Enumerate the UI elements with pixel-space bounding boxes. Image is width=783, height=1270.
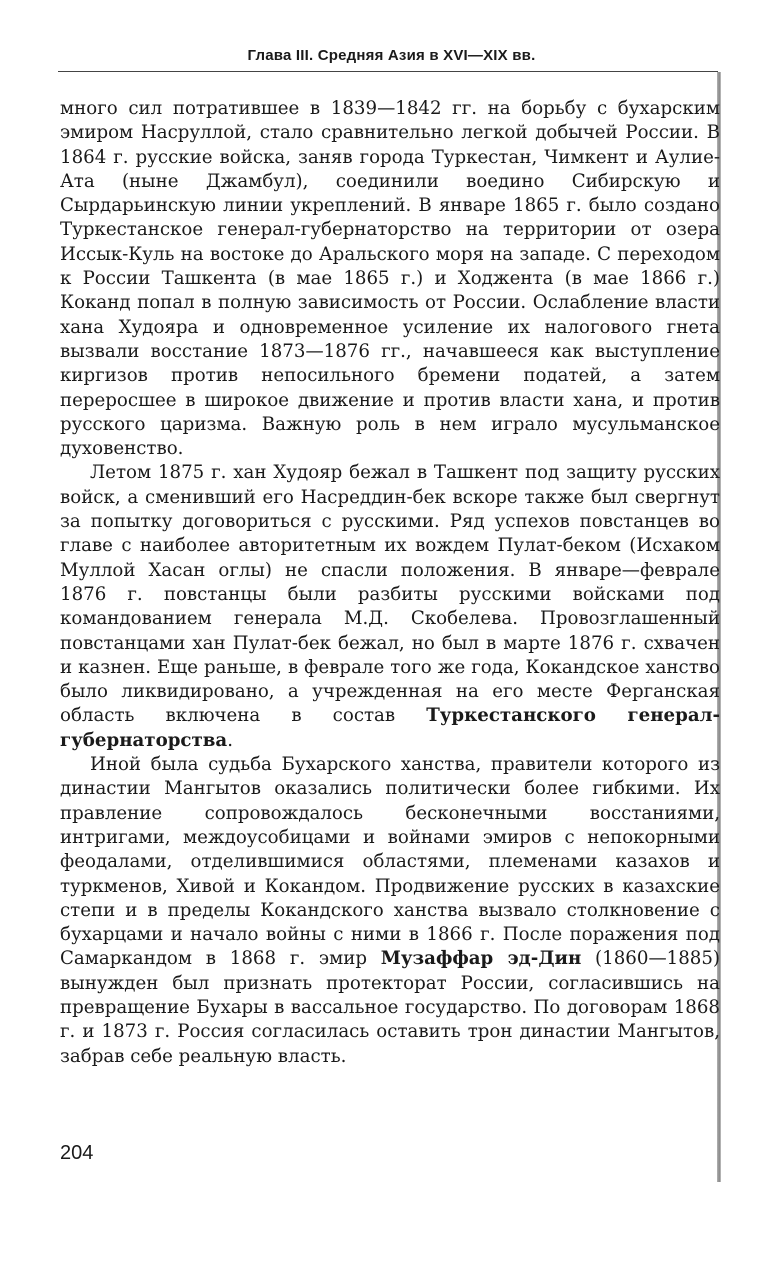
- body-text: [60, 97, 720, 1069]
- bold-term: Туркестанского генерал-губернаторства: [60, 705, 720, 751]
- paragraph-text: много сил потратившее в 1839—1842 гг. на борьбу с бухарским эмиром Насруллой, стало сравнительно легкой добычей России. В 1864 г. русские войска, заняв города Туркестан, Чимкент и Аулие-Ата (ныне Джамбул), соединили воедино Сибирскую и Сырдарьинскую линии укреплений. В январе 1865 г. было создано Туркестанское генерал-губернаторство на территории от озера Иссык-Куль на востоке до Аральского моря на западе. С переходом к России Ташкента (в мае 1865 г.) и Ходжента (в мае 1866 г.) Коканд попал в полную зависимость от России. Ослабление власти хана Худояра и одновременное усиление их налогового гнета вызвали восстание 1873—1876 гг., начавшееся как выступление киргизов против непосильного бремени податей, а затем переросшее в широкое движение и против власти хана, и против русского царизма. Важную роль в нем играло мусульманское духовенство.: [60, 98, 720, 460]
- running-head: Глава III. Средняя Азия в XVI—XIX вв.: [247, 47, 536, 64]
- paragraph-text: .: [227, 729, 233, 751]
- paragraph-text: Иной была судьба Бухарского ханства, правители которого из династии Мангытов оказались политически более гибкими. Их правление сопровождалось бесконечными восстаниями, интригами, междоусобицами и войнами эмиров с непокорными феодалами, отделившимися областями, племенами казахов и туркменов, Хивой и Кокандом. Продвижение русских в казахские степи и в пределы Кокандского ханства вызвало столкновение с бухарцами и начало войны с ними в 1866 г. После поражения под Самаркандом в 1868 г. эмир: [60, 754, 720, 970]
- page-number: 204: [60, 1142, 94, 1164]
- header-rule: [58, 71, 718, 72]
- paragraph-text: (1860—1885) вынужден был признать протекторат России, согласившись на превращение Бухары в вассальное государство. По договорам 1868 г. и 1873 г. Россия согласилась оставить трон династии Мангытов, забрав себе реальную власть.: [60, 948, 721, 1067]
- paragraph-text: Летом 1875 г. хан Худояр бежал в Ташкент под защиту русских войск, а сменивший его Насреддин-бек вскоре также был свергнут за попытку договориться с русскими. Ряд успехов повстанцев во главе с наиболее авторитетным их вождем Пулат-беком (Исхаком Муллой Хасан оглы) не спасли положения. В январе—феврале 1876 г. повстанцы были разбиты русскими войсками под командованием генерала М.Д. Скобелева. Провозглашенный повстанцами хан Пулат-бек бежал, но был в марте 1876 г. схвачен и казнен. Еще раньше, в феврале того же года, Кокандское ханство было ликвидировано, а учрежденная на его месте Ферганская область включена в состав: [60, 462, 720, 727]
- bold-term: Музаффар эд-Дин: [380, 948, 582, 970]
- paragraph: [60, 753, 720, 1069]
- paragraph: [60, 97, 720, 461]
- paragraph: [60, 461, 720, 753]
